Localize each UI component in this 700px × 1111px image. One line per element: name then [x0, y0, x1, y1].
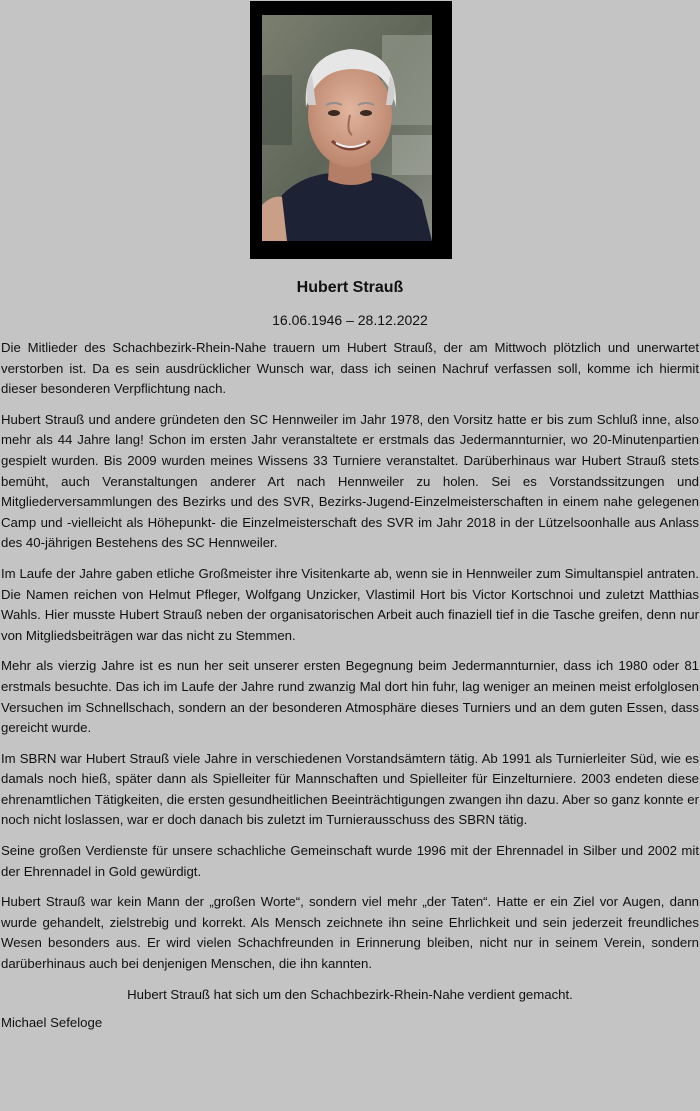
- paragraph-character: Hubert Strauß war kein Mann der „großen Worte“, sondern viel mehr „der Taten“. Hatte er ein Ziel vor Augen, dann wurde gehandelt, zielstrebig und korrekt. Als Mensch zeichnete ihn seine Ehrlichkeit und sein jederzeit freundliches Wesen besonders aus. Er wird vielen Schachfreunden in Erinnerung bleiben, nicht nur in seinem Verein, sondern darüberhinaus auch bei denjenigen Menschen, die ihn kannten.: [1, 894, 699, 972]
- portrait-frame: [250, 1, 452, 259]
- paragraph-sbrn-roles: Im SBRN war Hubert Strauß viele Jahre in verschiedenen Vorstandsämtern tätig. Ab 1991 als Turnierleiter Süd, wie es damals noch hieß, später dann als Spielleiter für Mannschaften und Spielleiter für Einzelturniere. 2003 endeten diese ehrenamtlichen Tätigkeiten, die ersten gesundheitlichen Beeinträchtigungen zwangen ihn dazu. Aber so ganz konnte er noch nicht loslassen, war er doch danach bis zuletzt im Turnierausschuss des SBRN tätig.: [1, 750, 699, 828]
- closing-statement: Hubert Strauß hat sich um den Schachbezirk-Rhein-Nahe verdient gemacht.: [127, 986, 573, 1002]
- portrait-photo: [262, 15, 432, 241]
- paragraph-club-history: Hubert Strauß und andere gründeten den SC Hennweiler im Jahr 1978, den Vorsitz hatte er bis zum Schluß inne, also mehr als 44 Jahre lang! Schon im ersten Jahr veranstaltete er erstmals das Jedermannturnier, wo 20-Minutenpartien gespielt wurden. Bis 2009 wurden meines Wissens 33 Turniere veranstaltet. Darüberhinaus war Hubert Strauß stets bemüht, auch Veranstaltungen anderer Art nach Hennweiler zu holen. Sei es Vorstandssitzungen und Mitgliederversammlungen des Bezirks und des SVR, Bezirks-Jugend-Einzelmeisterschaften in einem nahe gelegenen Camp und -vielleicht als Höhepunkt- die Einzelmeisterschaft des SVR im Jahr 2018 in der Lützelsoonhalle aus Anlass des 40-jährigen Bestehens des SC Hennweiler.: [1, 411, 699, 551]
- obituary-content: [0, 270, 700, 1034]
- paragraph-grandmasters: Im Laufe der Jahre gaben etliche Großmeister ihre Visitenkarte ab, wenn sie in Hennweiler zum Simultanspiel antraten. Die Namen reichen von Helmut Pfleger, Wolfgang Unzicker, Vlastimil Hort bis Victor Kortschnoi und zuletzt Matthias Wahls. Hier musste Hubert Strauß neben der organisatorischen Arbeit auch finaziell tief in die Tasche greifen, denn nur von Mitgliedsbeiträgen war das nicht zu Stemmen.: [1, 565, 699, 643]
- portrait-illustration: [262, 15, 432, 241]
- author-signature: Michael Sefeloge: [1, 1015, 103, 1031]
- life-dates: 16.06.1946 – 28.12.2022: [272, 312, 428, 328]
- paragraph-honors: Seine großen Verdienste für unsere schachliche Gemeinschaft wurde 1996 mit der Ehrennadel in Silber und 2002 mit der Ehrennadel in Gold gewürdigt.: [1, 843, 699, 879]
- paragraph-intro: Die Mitlieder des Schachbezirk-Rhein-Nahe trauern um Hubert Strauß, der am Mittwoch plötzlich und unerwartet verstorben ist. Da es sein ausdrücklicher Wunsch war, dass ich seinen Nachruf verfassen soll, komme ich hiermit dieser besonderen Verpflichtung nach.: [1, 340, 699, 397]
- deceased-name: Hubert Strauß: [296, 279, 404, 296]
- paragraph-first-meeting: Mehr als vierzig Jahre ist es nun her seit unserer ersten Begegnung beim Jedermannturnier, dass ich 1980 oder 81 erstmals besuchte. Das ich im Laufe der Jahre rund zwanzig Mal dort hin fuhr, lag weniger an meinen meist erfolglosen Versuchen im Schnellschach, sondern an der besonderen Atmosphäre dieses Turniers und an dem guten Essen, dass gereicht wurde.: [1, 658, 699, 736]
